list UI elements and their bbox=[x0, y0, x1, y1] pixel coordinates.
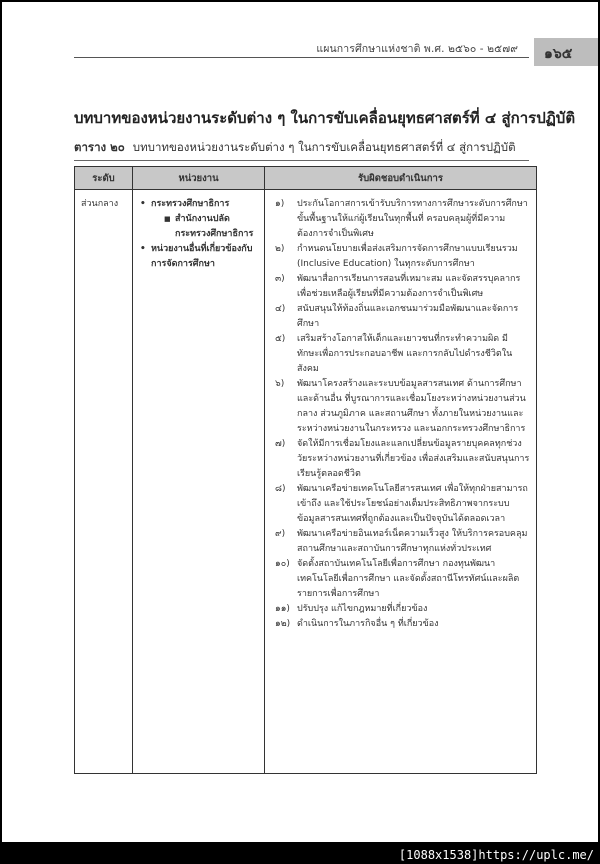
header-duties: รับผิดชอบดำเนินการ bbox=[265, 167, 537, 190]
duty-item bbox=[275, 557, 530, 602]
duty-item bbox=[275, 377, 530, 437]
table-header-row bbox=[75, 167, 537, 190]
sub-unit-label: สำนักงานปลัดกระทรวงศึกษาธิการ bbox=[175, 214, 254, 239]
caption-rule bbox=[74, 160, 529, 161]
unit-label: หน่วยงานอื่นที่เกี่ยวข้องกับการจัดการศึกษา bbox=[151, 244, 253, 269]
duty-number: ๒) bbox=[275, 244, 285, 254]
duty-item bbox=[275, 242, 530, 272]
duty-number: ๑๐) bbox=[275, 559, 290, 569]
duty-text: พัฒนาโครงสร้างและระบบข้อมูลสารสนเทศ ด้านการศึกษาและด้านอื่น ที่บูรณาการและเชื่อมโยงระหว่างหน่วยงานส่วนกลาง ส่วนภูมิภาค และสถานศึกษา ทั้งภายในหน่วยงานและระหว่างหน่วยงานในกระทรวง และนอกกระทรวงศึกษาธิการ bbox=[297, 379, 526, 434]
duty-item bbox=[275, 437, 530, 482]
duty-text: จัดให้มีการเชื่อมโยงและแลกเปลี่ยนข้อมูลรายบุคคลทุกช่วงวัยระหว่างหน่วยงานที่เกี่ยวข้อง เพื่อส่งเสริมและสนับสนุนการเรียนรู้ตลอดชีวิต bbox=[297, 439, 530, 479]
unit-label: กระทรวงศึกษาธิการ bbox=[151, 199, 230, 209]
duty-item bbox=[275, 197, 530, 242]
document-page bbox=[2, 2, 598, 842]
section-title: บทบาทของหน่วยงานระดับต่าง ๆ ในการขับเคลื่อนยุทธศาสตร์ที่ ๔ สู่การปฏิบัติ bbox=[74, 109, 576, 127]
duty-number: ๘) bbox=[275, 484, 286, 494]
running-header: แผนการศึกษาแห่งชาติ พ.ศ. ๒๕๖๐ - ๒๕๗๙ bbox=[316, 43, 518, 55]
table-caption-label: ตาราง ๒๐ bbox=[74, 140, 125, 154]
duties-list bbox=[271, 197, 530, 632]
sub-unit-item bbox=[163, 212, 258, 242]
unit-item bbox=[139, 242, 258, 272]
units-list bbox=[139, 197, 258, 272]
sub-units-list bbox=[151, 212, 258, 242]
duty-item bbox=[275, 272, 530, 302]
image-watermark: [1088x1538]https://uplc.me/ bbox=[398, 848, 594, 862]
roles-table bbox=[74, 166, 537, 774]
duty-number: ๙) bbox=[275, 529, 286, 539]
duty-text: สนับสนุนให้ท้องถิ่นและเอกชนมาร่วมมือพัฒนาและจัดการศึกษา bbox=[297, 304, 519, 329]
duty-number: ๔) bbox=[275, 304, 286, 314]
duty-item bbox=[275, 602, 530, 617]
duties-cell bbox=[265, 190, 537, 774]
duty-number: ๖) bbox=[275, 379, 285, 389]
duty-text: จัดตั้งสถาบันเทคโนโลยีเพื่อการศึกษา กองทุนพัฒนาเทคโนโลยีเพื่อการศึกษา และจัดตั้งสถานีโทรทัศน์และผลิตรายการเพื่อการศึกษา bbox=[297, 559, 520, 599]
duty-text: กำหนดนโยบายเพื่อส่งเสริมการจัดการศึกษาแบบเรียนรวม (Inclusive Education) ในทุกระดับการศึกษา bbox=[297, 244, 518, 269]
page-number-tab bbox=[534, 38, 598, 66]
duty-text: พัฒนาเครือข่ายอินเทอร์เน็ตความเร็วสูง ให้บริการครอบคลุมสถานศึกษาและสถาบันการศึกษาทุกแห่งทั่วประเทศ bbox=[297, 529, 528, 554]
duty-item bbox=[275, 302, 530, 332]
duty-number: ๕) bbox=[275, 334, 286, 344]
bullet-icon: • bbox=[140, 199, 146, 209]
table-caption-text: บทบาทของหน่วยงานระดับต่าง ๆ ในการขับเคลื่อนยุทธศาสตร์ที่ ๔ สู่การปฏิบัติ bbox=[132, 140, 516, 154]
duty-item bbox=[275, 617, 530, 632]
duty-text: ดำเนินการในภารกิจอื่น ๆ ที่เกี่ยวข้อง bbox=[297, 619, 439, 629]
duty-item bbox=[275, 482, 530, 527]
duty-text: พัฒนาสื่อการเรียนการสอนที่เหมาะสม และจัดสรรบุคลากรเพื่อช่วยเหลือผู้เรียนที่มีความต้องการจำเป็นพิเศษ bbox=[297, 274, 521, 299]
duty-number: ๑๒) bbox=[275, 619, 291, 629]
square-bullet-icon: ■ bbox=[164, 215, 171, 223]
duty-item bbox=[275, 332, 530, 377]
level-cell: ส่วนกลาง bbox=[75, 190, 133, 774]
duty-text: ประกันโอกาสการเข้ารับบริการทางการศึกษาระดับการศึกษาขั้นพื้นฐานให้แก่ผู้เรียนในทุกพื้นที่ ครอบคลุมผู้ที่มีความต้องการจำเป็นพิเศษ bbox=[297, 199, 528, 239]
duty-number: ๑) bbox=[275, 199, 285, 209]
header-level: ระดับ bbox=[75, 167, 133, 190]
duty-text: เสริมสร้างโอกาสให้เด็กและเยาวชนที่กระทำความผิด มีทักษะเพื่อการประกอบอาชีพ และการกลับไปดำรงชีวิตในสังคม bbox=[297, 334, 513, 374]
unit-item bbox=[139, 197, 258, 242]
duty-number: ๓) bbox=[275, 274, 285, 284]
duty-text: พัฒนาเครือข่ายเทคโนโลยีสารสนเทศ เพื่อให้ทุกฝ่ายสามารถเข้าถึง และใช้ประโยชน์อย่างเต็มประสิทธิภาพจากระบบข้อมูลสารสนเทศที่ถูกต้องและเป็นปัจจุบันได้ตลอดเวลา bbox=[297, 484, 528, 524]
page-number: ๑๖๕ bbox=[544, 46, 573, 62]
header-rule bbox=[74, 57, 529, 58]
bullet-icon: • bbox=[140, 244, 146, 254]
duty-text: ปรับปรุง แก้ไขกฎหมายที่เกี่ยวข้อง bbox=[297, 604, 428, 614]
table-caption bbox=[74, 139, 516, 157]
units-cell bbox=[133, 190, 265, 774]
table-row bbox=[75, 190, 537, 774]
duty-number: ๑๑) bbox=[275, 604, 290, 614]
duty-item bbox=[275, 527, 530, 557]
header-unit: หน่วยงาน bbox=[133, 167, 265, 190]
duty-number: ๗) bbox=[275, 439, 286, 449]
